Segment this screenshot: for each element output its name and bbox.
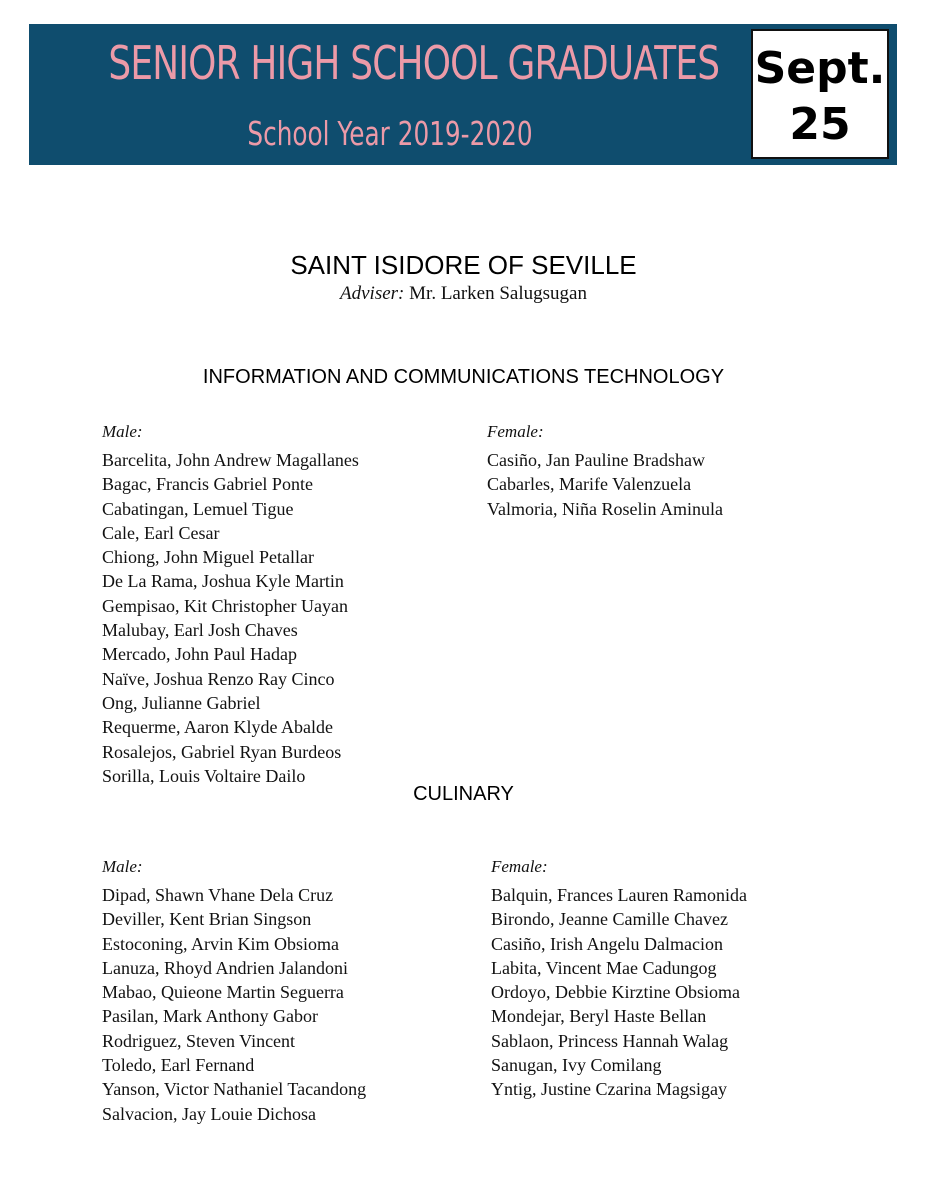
list-item: Yntig, Justine Czarina Magsigay xyxy=(491,1079,727,1100)
date-day: 25 xyxy=(789,99,851,150)
date-month: Sept. xyxy=(754,43,886,94)
list-item: Mabao, Quieone Martin Seguerra xyxy=(102,982,344,1003)
list-item: Sorilla, Louis Voltaire Dailo xyxy=(102,765,306,786)
culinary-female-list xyxy=(491,883,747,1102)
ict-male-label: Male: xyxy=(102,422,143,441)
adviser-name: Mr. Larken Salugsugan xyxy=(409,283,587,304)
list-item: Naïve, Joshua Renzo Ray Cinco xyxy=(102,668,335,689)
list-item: Casiño, Jan Pauline Bradshaw xyxy=(487,450,705,470)
list-item: Valmoria, Niña Roselin Aminula xyxy=(487,498,723,519)
date-box xyxy=(751,29,889,159)
list-item: Rodriguez, Steven Vincent xyxy=(102,1030,296,1051)
list-item: Casiño, Irish Angelu Dalmacion xyxy=(491,933,723,954)
list-item: Cabatingan, Lemuel Tigue xyxy=(102,498,294,519)
strand-title-culinary: CULINARY xyxy=(413,783,514,805)
list-item: Rosalejos, Gabriel Ryan Burdeos xyxy=(102,741,342,762)
list-item: Sanugan, Ivy Comilang xyxy=(491,1055,662,1076)
ict-male-column xyxy=(102,422,359,788)
list-item: Yanson, Victor Nathaniel Tacandong xyxy=(102,1079,367,1100)
list-item: Mondejar, Beryl Haste Bellan xyxy=(491,1006,707,1027)
ict-female-column xyxy=(487,422,723,521)
list-item: Cabarles, Marife Valenzuela xyxy=(487,474,692,495)
list-item: Mercado, John Paul Hadap xyxy=(102,644,297,665)
ict-female-label: Female: xyxy=(487,422,544,441)
list-item: Chiong, John Miguel Petallar xyxy=(102,547,314,568)
list-item: Dipad, Shawn Vhane Dela Cruz xyxy=(102,885,334,905)
list-item: De La Rama, Joshua Kyle Martin xyxy=(102,571,344,592)
culinary-female-label: Female: xyxy=(491,857,548,876)
list-item: Pasilan, Mark Anthony Gabor xyxy=(102,1006,318,1027)
list-item: Requerme, Aaron Klyde Abalde xyxy=(102,717,333,738)
list-item: Estoconing, Arvin Kim Obsioma xyxy=(102,933,339,954)
list-item: Balquin, Frances Lauren Ramonida xyxy=(491,885,747,905)
culinary-male-column xyxy=(102,857,366,1126)
list-item: Lanuza, Rhoyd Andrien Jalandoni xyxy=(102,957,348,978)
banner-title: SENIOR HIGH SCHOOL GRADUATES xyxy=(108,36,720,90)
section-name: SAINT ISIDORE OF SEVILLE xyxy=(290,250,637,280)
culinary-male-label: Male: xyxy=(102,857,143,876)
list-item: Malubay, Earl Josh Chaves xyxy=(102,620,298,641)
list-item: Birondo, Jeanne Camille Chavez xyxy=(491,909,728,930)
list-item: Gempisao, Kit Christopher Uayan xyxy=(102,595,348,616)
ict-male-list xyxy=(102,448,359,788)
list-item: Ordoyo, Debbie Kirztine Obsioma xyxy=(491,982,740,1003)
list-item: Barcelita, John Andrew Magallanes xyxy=(102,450,359,470)
list-item: Deviller, Kent Brian Singson xyxy=(102,909,312,930)
culinary-female-column xyxy=(491,857,747,1102)
culinary-male-list xyxy=(102,883,366,1126)
list-item: Salvacion, Jay Louie Dichosa xyxy=(102,1103,316,1124)
list-item: Sablaon, Princess Hannah Walag xyxy=(491,1030,729,1051)
list-item: Ong, Julianne Gabriel xyxy=(102,692,261,713)
strand-title-ict: INFORMATION AND COMMUNICATIONS TECHNOLOGY xyxy=(202,366,725,388)
list-item: Labita, Vincent Mae Cadungog xyxy=(491,957,717,978)
adviser-line xyxy=(0,283,927,305)
list-item: Toledo, Earl Fernand xyxy=(102,1055,255,1076)
list-item: Bagac, Francis Gabriel Ponte xyxy=(102,474,313,495)
banner-subtitle: School Year 2019-2020 xyxy=(247,114,533,153)
ict-female-list xyxy=(487,448,723,521)
list-item: Cale, Earl Cesar xyxy=(102,522,220,543)
adviser-label: Adviser: xyxy=(340,283,405,304)
